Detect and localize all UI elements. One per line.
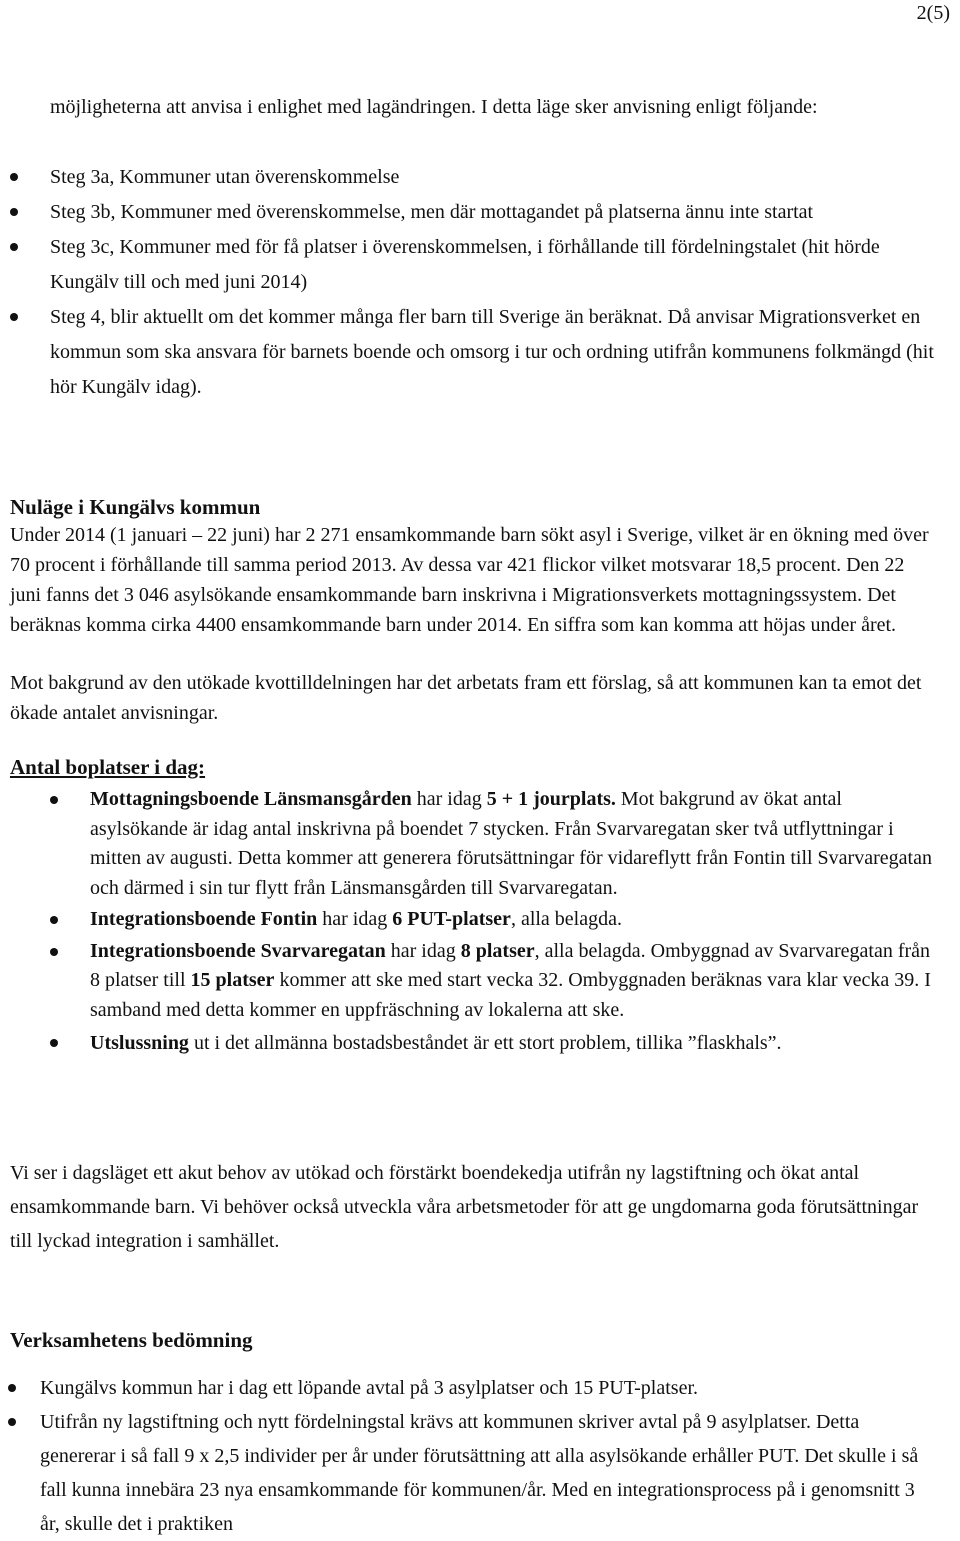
bullet-icon	[50, 916, 58, 924]
section-heading-bedomning: Verksamhetens bedömning	[10, 1328, 253, 1352]
boplatser-closing: Vi ser i dagsläget ett akut behov av utökad och förstärkt boendekedja utifrån ny lagstiftning och ökat antal ensamkommande barn. Vi behöver också utveckla våra arbetsmetoder för att ge ungdomarna goda förutsättningar till lyckad integration i samhället.	[10, 1162, 919, 1252]
list-item: Steg 3b, Kommuner med överenskommelse, men där mottagandet på platserna ännu inte startat	[0, 195, 960, 230]
steps-list	[0, 160, 960, 405]
list-item: Steg 4, blir aktuellt om det kommer många fler barn till Sverige än beräknat. Då anvisar Migrationsverket en kommun som ska ansvara för barnets boende och omsorg i tur och ordning utifrån kommunens folkmängd (hit hör Kungälv idag).	[0, 300, 960, 405]
page-number: 2(5)	[916, 2, 950, 24]
list-item: Utslussning ut i det allmänna bostadsbeståndet är ett stort problem, tillika ”flaskhals”.	[0, 1027, 960, 1059]
section-heading-nulage: Nuläge i Kungälvs kommun	[10, 495, 261, 519]
list-item: Utifrån ny lagstiftning och nytt fördelningstal krävs att kommunen skriver avtal på 9 asylplatser. Detta genererar i så fall 9 x 2,5 individer per år under förutsättning att alla asylsökande erhåller PUT. Det skulle i så fall kunna innebära 23 nya ensamkommande för kommunen/år. Med en integrationsprocess på i genomsnitt 3 år, skulle det i praktiken	[0, 1405, 960, 1541]
bullet-icon	[8, 1418, 16, 1426]
list-item: Kungälvs kommun har i dag ett löpande avtal på 3 asylplatser och 15 PUT-platser.	[0, 1371, 960, 1405]
bullet-icon	[10, 173, 18, 181]
list-item: Integrationsboende Svarvaregatan har idag 8 platser, alla belagda. Ombyggnad av Svarvaregatan från 8 platser till 15 platser kommer att ske med start vecka 32. Ombyggnaden beräknas vara klar vecka 39. I samband med detta kommer en uppfräschning av lokalerna att ske.	[0, 937, 960, 1026]
boplatser-list	[0, 785, 960, 1059]
bullet-icon	[10, 208, 18, 216]
bullet-icon	[8, 1384, 16, 1392]
section-heading-boplatser: Antal boplatser i dag:	[10, 755, 206, 779]
list-item: Steg 3a, Kommuner utan överenskommelse	[0, 160, 960, 195]
bullet-icon	[10, 313, 18, 321]
nulage-body: Under 2014 (1 januari – 22 juni) har 2 271 ensamkommande barn sökt asyl i Sverige, vilket är en ökning med över 70 procent i förhållande till samma period 2013. Av dessa var 421 flickor vilket motsvarar 18,5 procent. Den 22 juni fanns det 3 046 asylsökande ensamkommande barn inskrivna i Migrationsverkets mottagningssystem. Det beräknas komma cirka 4400 ensamkommande barn under 2014. En siffra som kan komma att höjas under året.	[10, 524, 929, 636]
bedomning-list	[0, 1371, 960, 1541]
list-item: Integrationsboende Fontin har idag 6 PUT-platser, alla belagda.	[0, 905, 960, 935]
bullet-icon	[10, 243, 18, 251]
bullet-icon	[50, 948, 58, 956]
intro-paragraph: möjligheterna att anvisa i enlighet med lagändringen. I detta läge sker anvisning enligt följande:	[50, 96, 818, 118]
nulage-body-2: Mot bakgrund av den utökade kvottilldelningen har det arbetats fram ett förslag, så att kommunen kan ta emot det ökade antalet anvisningar.	[10, 672, 922, 724]
list-item: Mottagningsboende Länsmansgården har idag 5 + 1 jourplats. Mot bakgrund av ökat antal asylsökande är idag antal inskrivna på boendet 7 stycken. Från Svarvaregatan sker två utflyttningar i mitten av augusti. Detta kommer att generera förutsättningar för vidareflytt från Fontin till Svarvaregatan och därmed i sin tur flytt från Länsmansgården till Svarvaregatan.	[0, 785, 960, 903]
bullet-icon	[50, 796, 58, 804]
bullet-icon	[50, 1039, 58, 1047]
list-item: Steg 3c, Kommuner med för få platser i överenskommelsen, i förhållande till fördelningstalet (hit hörde Kungälv till och med juni 2014)	[0, 230, 960, 300]
